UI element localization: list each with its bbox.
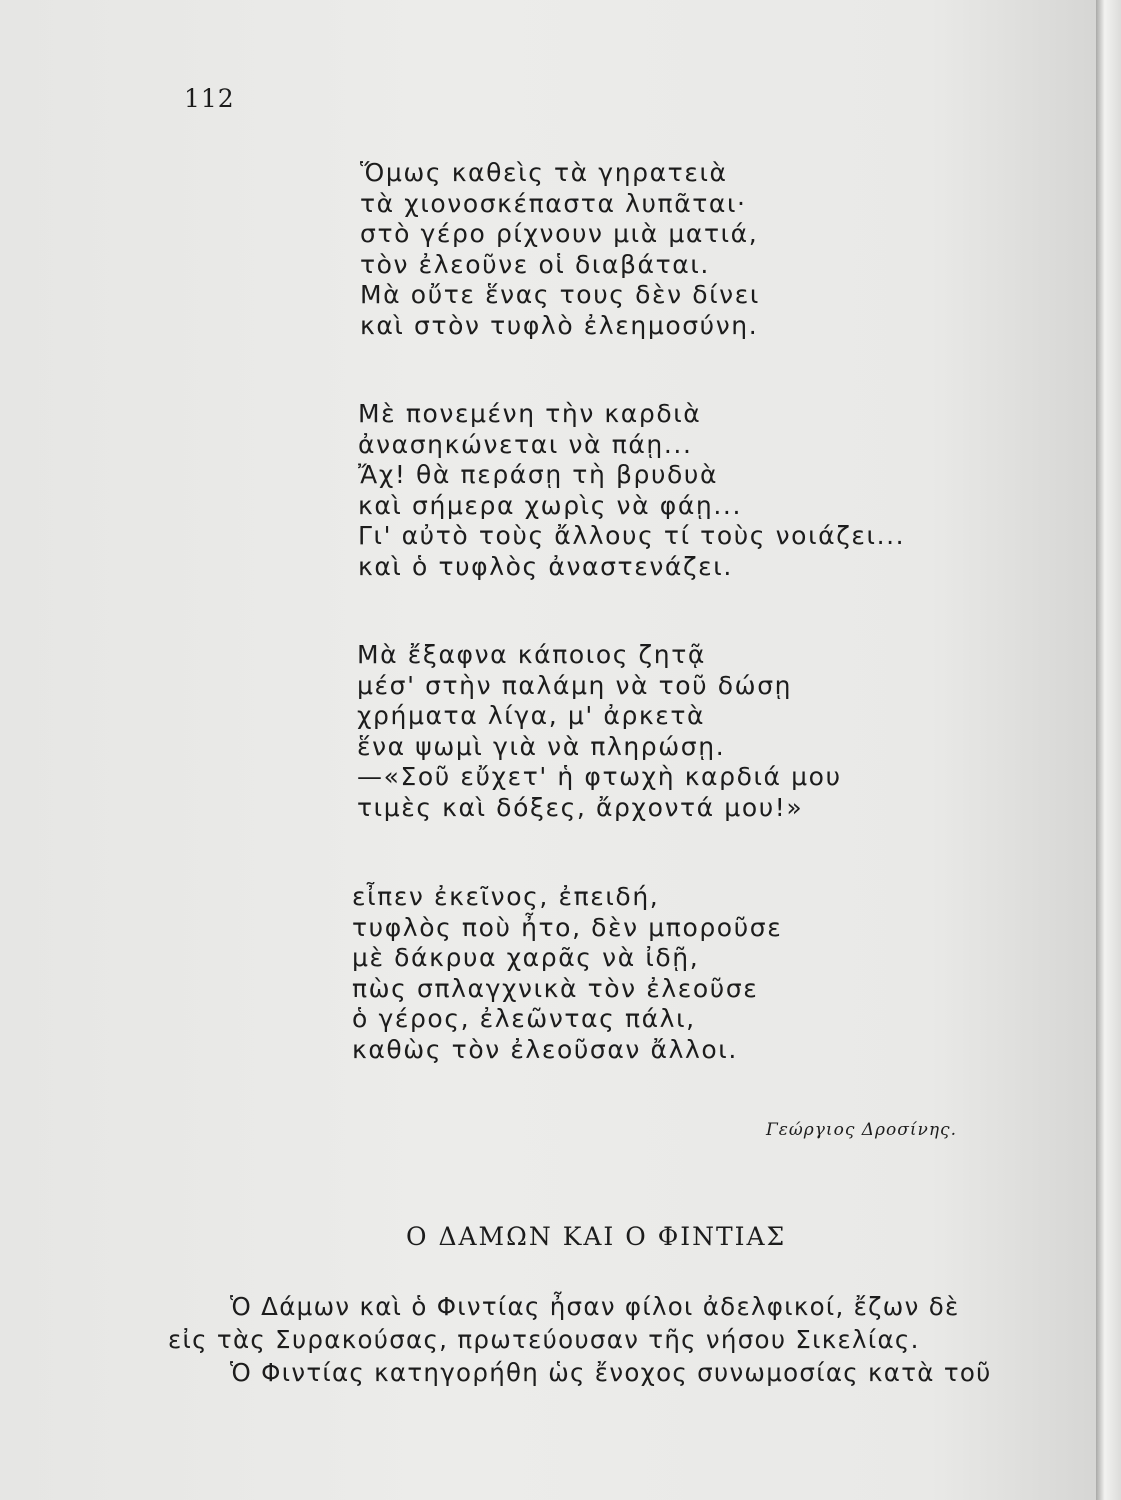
poem-line: ἕνα ψωμὶ γιὰ νὰ πληρώσῃ. (357, 731, 726, 761)
poem-line: χρήματα λίγα, μ' ἀρκετὰ (357, 701, 706, 730)
poem-line: καὶ ὁ τυφλὸς ἀναστενάζει. (358, 551, 733, 581)
poem-line: ἀνασηκώνεται νὰ πάῃ... (358, 429, 693, 459)
poem-line: Ὅμως καθεὶς τὰ γηρατειὰ (360, 158, 728, 187)
poem-line: τὸν ἐλεοῦνε οἱ διαβάται. (360, 249, 710, 279)
poem-line: μέσ' στὴν παλάμη νὰ τοῦ δώσῃ (357, 670, 793, 700)
poem-line: Ἄχ! θὰ περάσῃ τὴ βρυδυὰ (358, 460, 719, 489)
prose-line: Ὁ Δάμων καὶ ὁ Φιντίας ἦσαν φίλοι ἀδελφικοί, ἔζων δὲ (230, 1292, 960, 1321)
section-title: Ο ΔΑΜΩΝ ΚΑΙ Ο ΦΙΝΤΙΑΣ (406, 1222, 787, 1251)
poem-line: καθὼς τὸν ἐλεοῦσαν ἄλλοι. (352, 1034, 738, 1064)
poem-line: καὶ στὸν τυφλὸ ἐλεημοσύνη. (360, 310, 759, 340)
page-number: 112 (184, 84, 235, 113)
poem-line: μὲ δάκρυα χαρᾶς νὰ ἰδῇ, (352, 943, 700, 972)
poem-stanza-2 (358, 399, 905, 582)
poem-line: εἶπεν ἐκεῖνος, ἐπειδή, (352, 882, 660, 911)
poem-line: —«Σοῦ εὔχετ' ἡ φτωχὴ καρδιά μου (357, 762, 842, 791)
poem-line: ὁ γέρος, ἐλεῶντας πάλι, (352, 1004, 696, 1033)
prose-line: εἰς τὰς Συρακούσας, πρωτεύουσαν τῆς νήσου Σικελίας. (168, 1325, 920, 1354)
poem-line: Γι' αὐτὸ τοὺς ἄλλους τί τοὺς νοιάζει... (358, 521, 906, 550)
poem-line: τιμὲς καὶ δόξες, ἄρχοντά μου!» (357, 792, 804, 822)
author-signature: Γεώργιος Δροσίνης. (766, 1120, 957, 1140)
poem-line: Μὰ οὔτε ἕνας τους δὲν δίνει (360, 280, 760, 309)
poem-line: Μὲ πονεμένη τὴν καρδιὰ (358, 399, 702, 428)
poem-stanza-1 (360, 158, 760, 341)
book-spine-edge (1096, 0, 1121, 1500)
prose-line: Ὁ Φιντίας κατηγορήθη ὡς ἔνοχος συνωμοσίας κατὰ τοῦ (230, 1358, 992, 1387)
poem-line: Μὰ ἔξαφνα κάποιος ζητᾷ (357, 640, 706, 669)
poem-stanza-3 (357, 640, 842, 823)
poem-line: καὶ σήμερα χωρὶς νὰ φάῃ... (358, 490, 742, 520)
poem-stanza-4 (352, 882, 782, 1065)
poem-line: στὸ γέρο ρίχνουν μιὰ ματιά, (360, 219, 759, 248)
poem-line: τὰ χιονοσκέπαστα λυπᾶται· (360, 188, 747, 218)
poem-line: πὼς σπλαγχνικὰ τὸν ἐλεοῦσε (352, 973, 759, 1003)
poem-line: τυφλὸς ποὺ ἦτο, δὲν μποροῦσε (352, 912, 783, 942)
prose-paragraph (168, 1290, 1028, 1389)
